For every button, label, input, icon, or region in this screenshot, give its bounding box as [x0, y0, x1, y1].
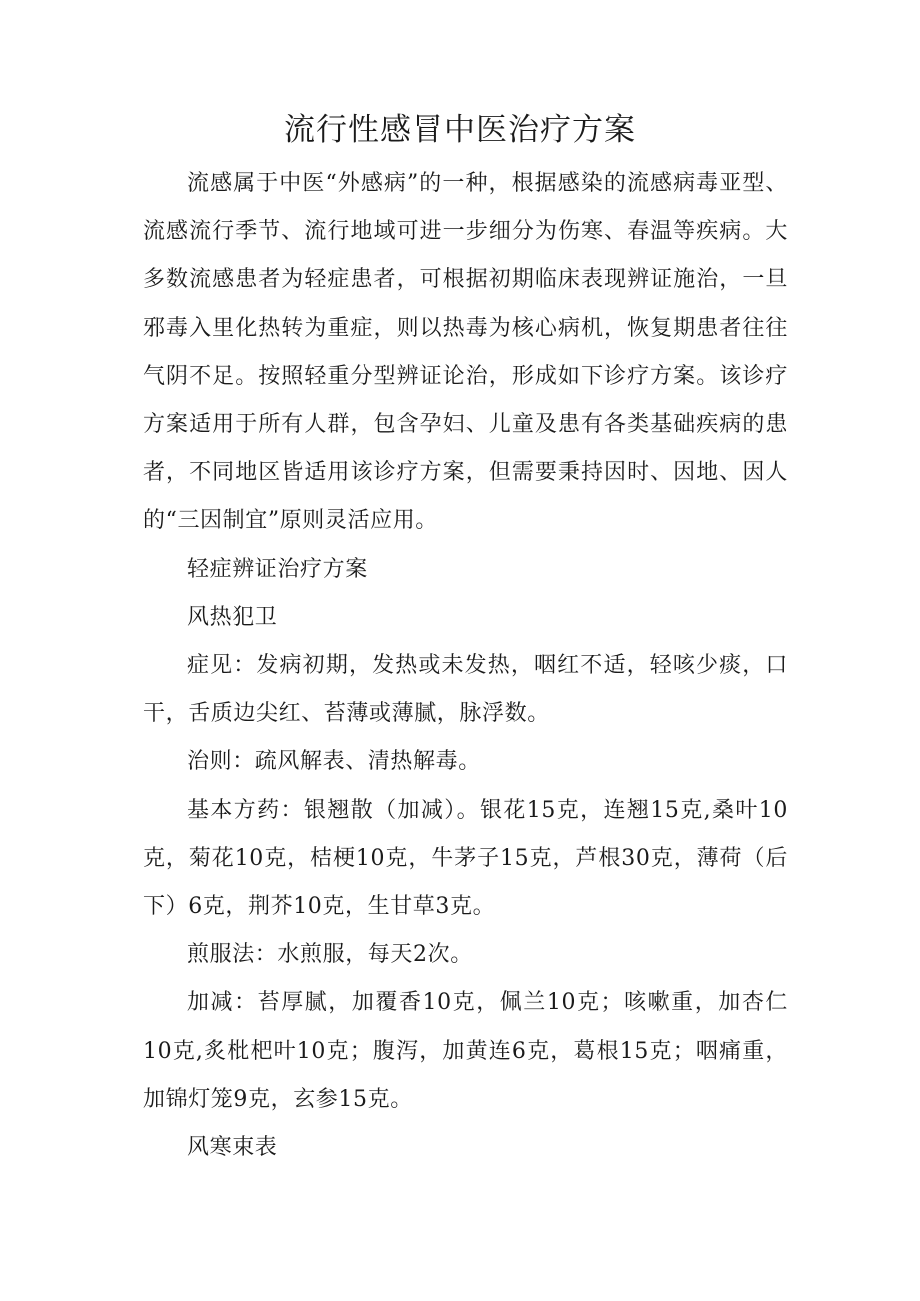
pattern-heading-wind-heat: 风热犯卫	[187, 604, 278, 630]
document-title: 流行性感冒中医治疗方案	[284, 112, 636, 148]
intro-paragraph: 流感属于中医“外感病”的一种，根据感染的流感病毒亚型、流感流行季节、流行地域可进一步细分为伤寒、春温等疾病。大多数流感患者为轻症患者，可根据初期临床表现辨证施治，一旦邪毒入里化热转为重症，则以热毒为核心病机，恢复期患者往往气阴不足。按照轻重分型辨证论治，形成如下诊疗方案。该诊疗方案适用于所有人群，包含孕妇、儿童及患有各类基础疾病的患者，不同地区皆适用该诊疗方案，但需要秉持因时、因地、因人的“三因制宜”原则灵活应用。	[143, 171, 788, 534]
pattern-heading-wind-cold: 风寒束表	[187, 1135, 278, 1161]
principle-paragraph: 治则：疏风解表、清热解毒。	[187, 749, 481, 775]
section-heading-mild: 轻症辨证治疗方案	[187, 556, 368, 582]
symptoms-paragraph: 症见：发病初期，发热或未发热，咽红不适，轻咳少痰，口干，舌质边尖红、苔薄或薄腻，脉浮数。	[143, 653, 788, 727]
decoction-paragraph: 煎服法：水煎服，每天2次。	[187, 942, 473, 968]
modification-paragraph: 加减：苔厚腻，加覆香10克，佩兰10克；咳嗽重，加杏仁10克,炙枇杷叶10克；腹泻，加黄连6克，葛根15克；咽痛重，加锦灯笼9克，玄参15克。	[143, 990, 788, 1112]
document-body	[143, 160, 788, 1172]
formula-paragraph: 基本方药：银翘散（加减）。银花15克，连翘15克,桑叶10克，菊花10克，桔梗10克，牛茅子15克，芦根30克，薄荷（后下）6克，荆芥10克，生甘草3克。	[143, 797, 788, 920]
